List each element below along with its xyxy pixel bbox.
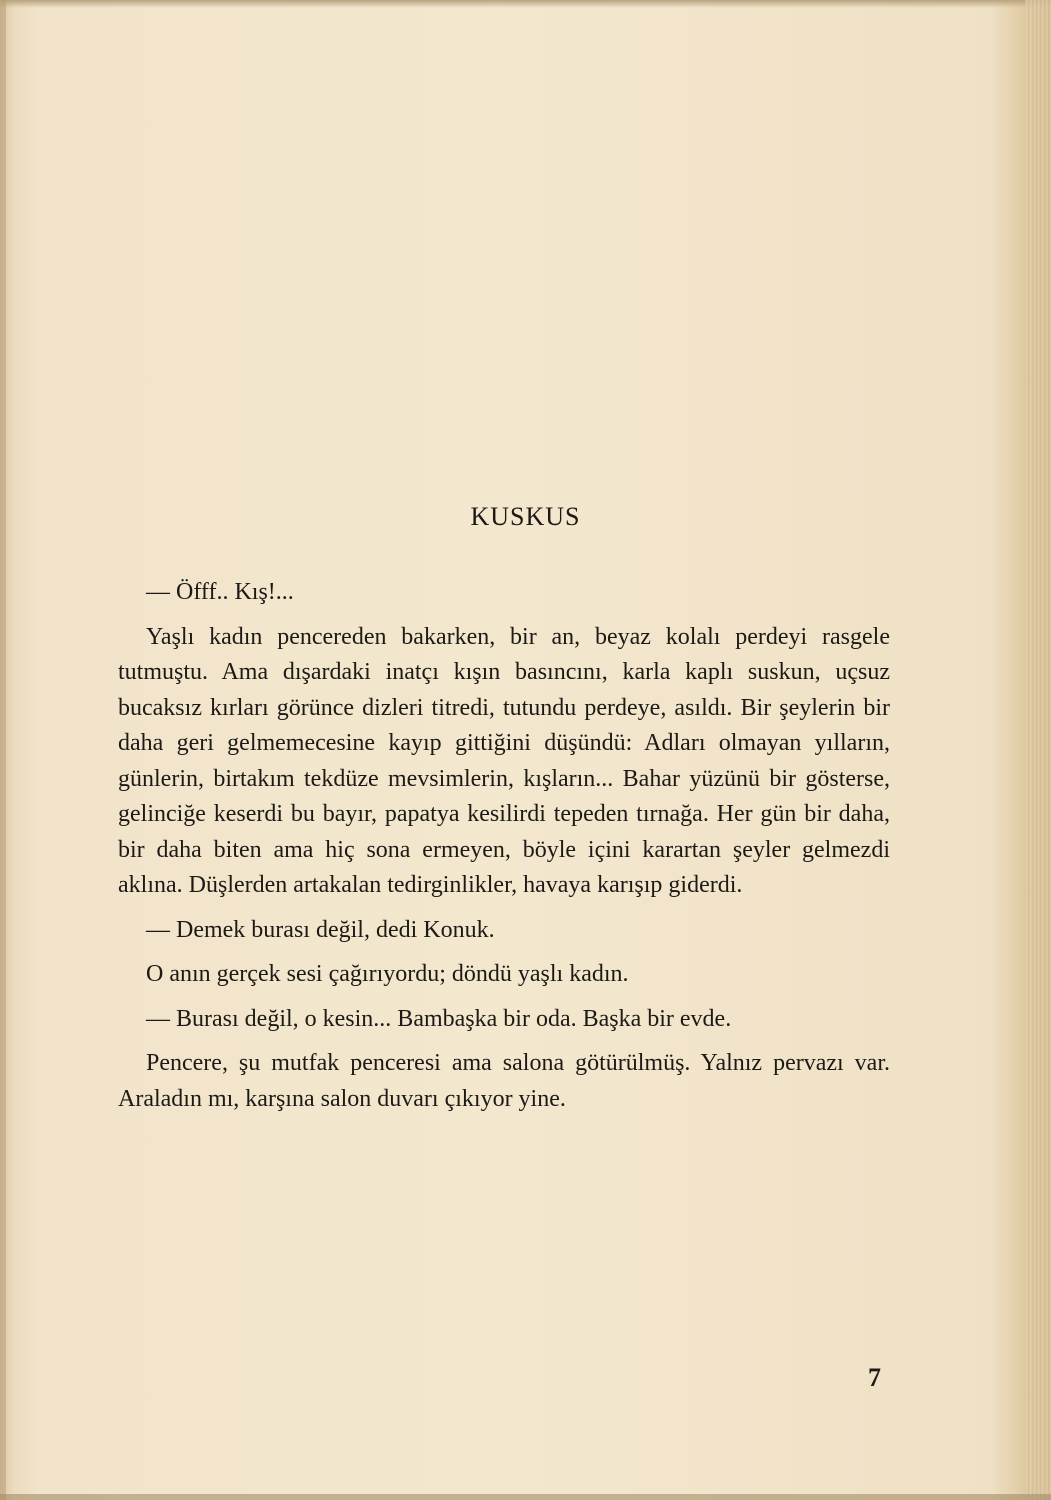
page-left-edge <box>0 0 6 1500</box>
paragraph: Yaşlı kadın pencereden bakarken, bir an, beyaz kolalı perdeyi rasgele tutmuştu. Ama dışardaki inatçı kışın basıncını, karla kaplı suskun, uçsuz bucaksız kırları görünce dizleri titredi, tutundu perdeye, asıldı. Bir şeylerin bir daha geri gelmemecesine kayıp gittiğini düşündü: Adları olmayan yılların, günlerin, birtakım tekdüze mevsimlerin, kışların... Bahar yüzünü bir gösterse, gelinciğe keserdi bu bayır, papatya kesilirdi tepeden tırnağa. Her gün bir daha, bir daha biten ama hiç sona ermeyen, böyle içini karartan şeyler gelmezdi aklına. Düşlerden artakalan tedirginlikler, havaya karışıp giderdi. <box>118 623 890 898</box>
page-right-edge <box>1025 0 1051 1500</box>
page-top-edge <box>0 0 1051 8</box>
paragraph: — Demek burası değil, dedi Konuk. <box>146 916 495 943</box>
page-number: 7 <box>868 1363 881 1392</box>
paragraph: O anın gerçek sesi çağırıyordu; döndü yaşlı kadın. <box>146 961 629 987</box>
paragraph: — Öfff.. Kış!... <box>146 579 294 605</box>
body-text <box>118 575 890 1126</box>
paragraph: Pencere, şu mutfak penceresi ama salona götürülmüş. Yalnız pervazı var. Araladın mı, karşına salon duvarı çıkıyor yine. <box>118 1050 890 1112</box>
paragraph: — Burası değil, o kesin... Bambaşka bir oda. Başka bir evde. <box>146 1005 732 1032</box>
page-bottom-edge <box>0 1494 1051 1500</box>
chapter-title: KUSKUS <box>470 502 581 531</box>
